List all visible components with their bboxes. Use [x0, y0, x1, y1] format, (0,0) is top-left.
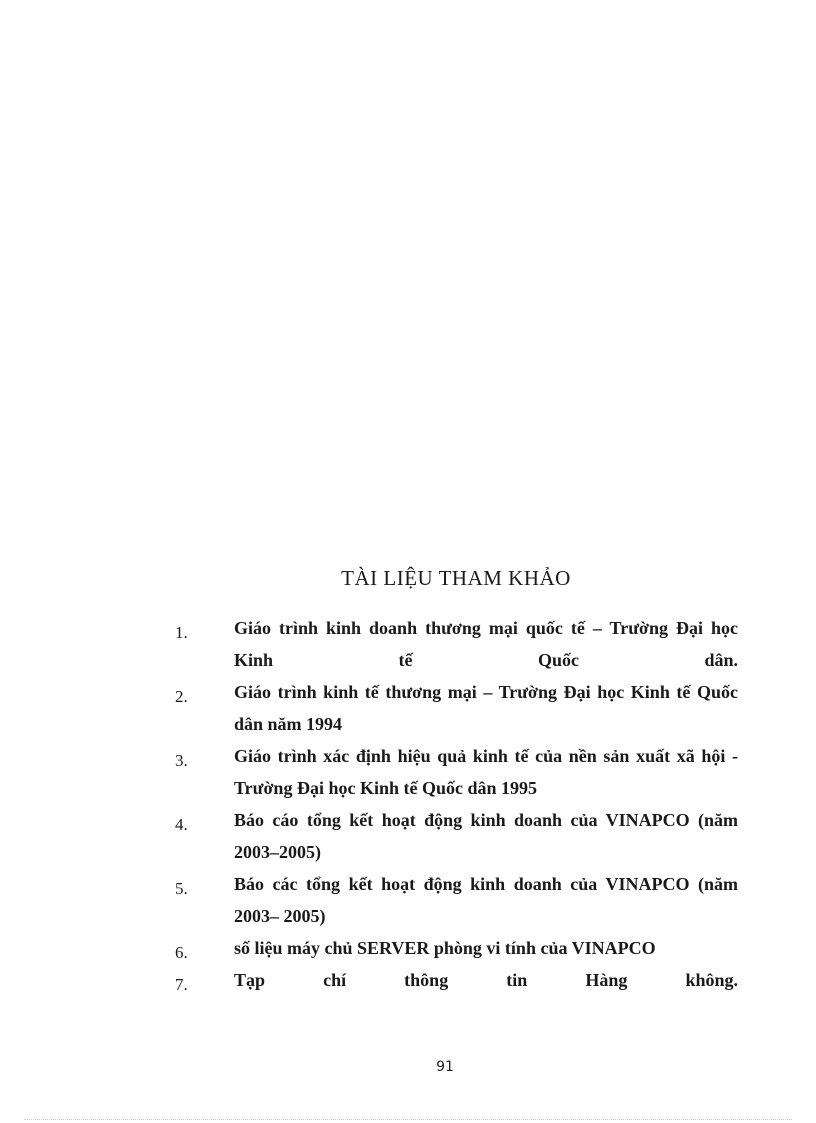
page-title: TÀI LIỆU THAM KHẢO: [341, 566, 571, 591]
reference-item: [0, 740, 816, 804]
reference-text: Giáo trình xác định hiệu quả kinh tế của nền sản xuất xã hội - Trường Đại học Kinh tế Quốc dân 1995: [234, 746, 738, 798]
reference-text: Tạp chí thông tin Hàng không.: [234, 970, 738, 990]
reference-number: 6.: [175, 943, 188, 962]
reference-item: [0, 964, 816, 996]
reference-text: Báo cáo tổng kết hoạt động kinh doanh của VINAPCO (năm 2003–2005): [234, 810, 738, 862]
page-number: 91: [436, 1059, 454, 1075]
reference-item: [0, 612, 816, 676]
reference-list: [0, 612, 816, 996]
reference-item: [0, 932, 816, 964]
reference-text: Giáo trình kinh tế thương mại – Trường Đại học Kinh tế Quốc dân năm 1994: [234, 682, 738, 734]
reference-item: [0, 804, 816, 868]
reference-number: 5.: [175, 879, 188, 898]
reference-number: 4.: [175, 815, 188, 834]
reference-text: Giáo trình kinh doanh thương mại quốc tế – Trường Đại học Kinh tế Quốc dân.: [234, 618, 738, 670]
reference-text: Báo các tổng kết hoạt động kinh doanh của VINAPCO (năm 2003– 2005): [234, 874, 738, 926]
reference-number: 1.: [175, 623, 188, 642]
reference-number: 3.: [175, 751, 188, 770]
reference-number: 7.: [175, 975, 188, 994]
reference-text: số liệu máy chủ SERVER phòng vi tính của VINAPCO: [234, 938, 656, 958]
reference-item: [0, 676, 816, 740]
page-bottom-divider: [24, 1119, 792, 1120]
reference-item: [0, 868, 816, 932]
reference-number: 2.: [175, 687, 188, 706]
